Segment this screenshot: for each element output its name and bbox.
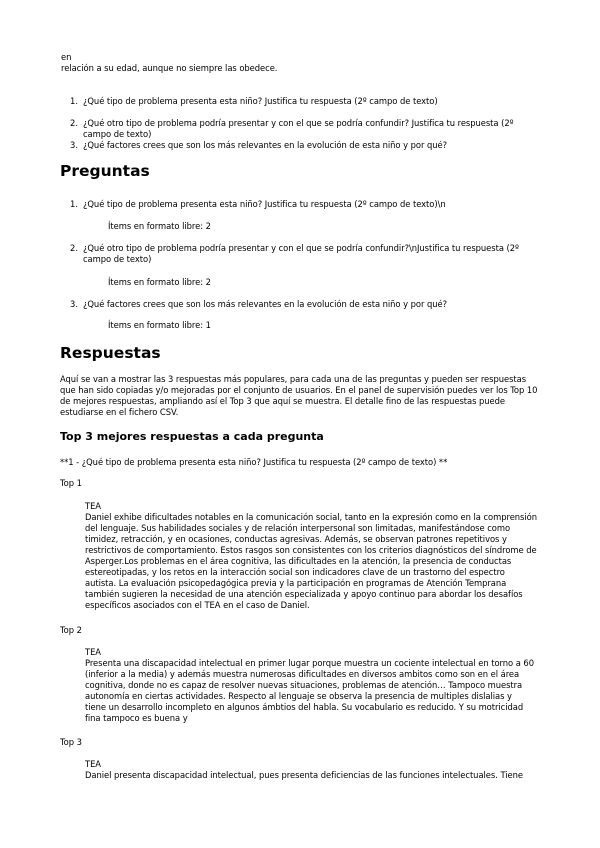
top3-subheading: Top 3 mejores respuestas a cada pregunta xyxy=(60,430,324,443)
list-number: 3. xyxy=(70,140,78,150)
answer-body: Presenta una discapacidad intelectual en primer lugar porque muestra un cociente intelectual en torno a 60 (inferior a la media) y además muestra numerosas dificultades en diversos ambitos como son en el área cognitiva, donde no es capaz de resolver nuevas situaciones, problemas de atención… Tampoco muestra autonomía en ciertas actividades. Respecto al lenguaje se observa la presencia de multiples dislalias y tiene un desarrollo incompleto en algunos ámbtios del habla. Su vocabulario es reducido. Y su motricidad fina tampoco es buena y xyxy=(85,658,534,723)
list-item: ¿Qué otro tipo de problema podría presentar y con el que se podría confundir? Justifica tu respuesta (2º campo de texto) xyxy=(83,118,514,139)
question-number: 2. xyxy=(70,243,78,253)
question-number: 3. xyxy=(70,299,78,309)
question-text: ¿Qué factores crees que son los más relevantes en la evolución de esta niño y por qué? xyxy=(83,299,447,309)
question-number: 1. xyxy=(70,199,78,209)
respuestas-heading: Respuestas xyxy=(60,344,161,362)
answer-title: TEA xyxy=(85,759,101,769)
preguntas-heading: Preguntas xyxy=(60,162,150,180)
list-number: 2. xyxy=(70,118,78,128)
question-text: ¿Qué tipo de problema presenta esta niño? Justifica tu respuesta (2º campo de texto)\n xyxy=(83,199,446,209)
question-meta: Ítems en formato libre: 1 xyxy=(108,320,211,330)
intro-line-1: en xyxy=(61,52,72,62)
list-item: ¿Qué tipo de problema presenta esta niño? Justifica tu respuesta (2º campo de texto) xyxy=(83,96,438,106)
question-label: **1 - ¿Qué tipo de problema presenta esta niño? Justifica tu respuesta (2º campo de texto) ** xyxy=(60,457,448,467)
respuestas-paragraph: Aquí se van a mostrar las 3 respuestas más populares, para cada una de las preguntas y pueden ser respuestas que han sido copiadas y/o mejoradas por el conjunto de usuarios. En el panel de supervisión puedes ver los Top 10 de mejores respuestas, ampliando así el Top 3 que aquí se muestra. El detalle fino de las respuestas puede estudiarse en el fichero CSV. xyxy=(60,374,538,417)
answer-title: TEA xyxy=(85,647,101,657)
top-label: Top 1 xyxy=(60,478,82,488)
answer-title: TEA xyxy=(85,501,101,511)
question-meta: Ítems en formato libre: 2 xyxy=(108,277,211,287)
top-label: Top 3 xyxy=(60,737,82,747)
list-number: 1. xyxy=(70,96,78,106)
list-item: ¿Qué factores crees que son los más relevantes en la evolución de esta niño y por qué? xyxy=(83,140,447,150)
answer-body: Daniel presenta discapacidad intelectual, pues presenta deficiencias de las funciones intelectuales. Tiene xyxy=(85,770,523,780)
answer-body: Daniel exhibe dificultades notables en la comunicación social, tanto en la expresión como en la comprensión del lenguaje. Sus habilidades sociales y de relación interpersonal son limitadas, manifestándose como timidez, retracción, y en ocasiones, conductas agresivas. Además, se observan patrones repetitivos y restrictivos de comportamiento. Estos rasgos son consistentes con los criterios diagnósticos del síndrome de Asperger.Los problemas en el área cognitiva, las dificultades en la atención, la presencia de conductas estereotipadas, y los retos en la interacción social son indicadores clave de un trastorno del espectro autista. La evaluación psicopedagógica previa y la participación en programas de Atención Temprana también sugieren la necesidad de una atención especializada y apoyo continuo para abordar los desafíos específicos asociados con el TEA en el caso de Daniel. xyxy=(85,512,537,610)
top-label: Top 2 xyxy=(60,625,82,635)
question-meta: Ítems en formato libre: 2 xyxy=(108,221,211,231)
intro-line-2: relación a su edad, aunque no siempre las obedece. xyxy=(61,63,278,73)
question-text: ¿Qué otro tipo de problema podría presentar y con el que se podría confundir?\nJustifica tu respuesta (2º campo de texto) xyxy=(83,243,519,264)
